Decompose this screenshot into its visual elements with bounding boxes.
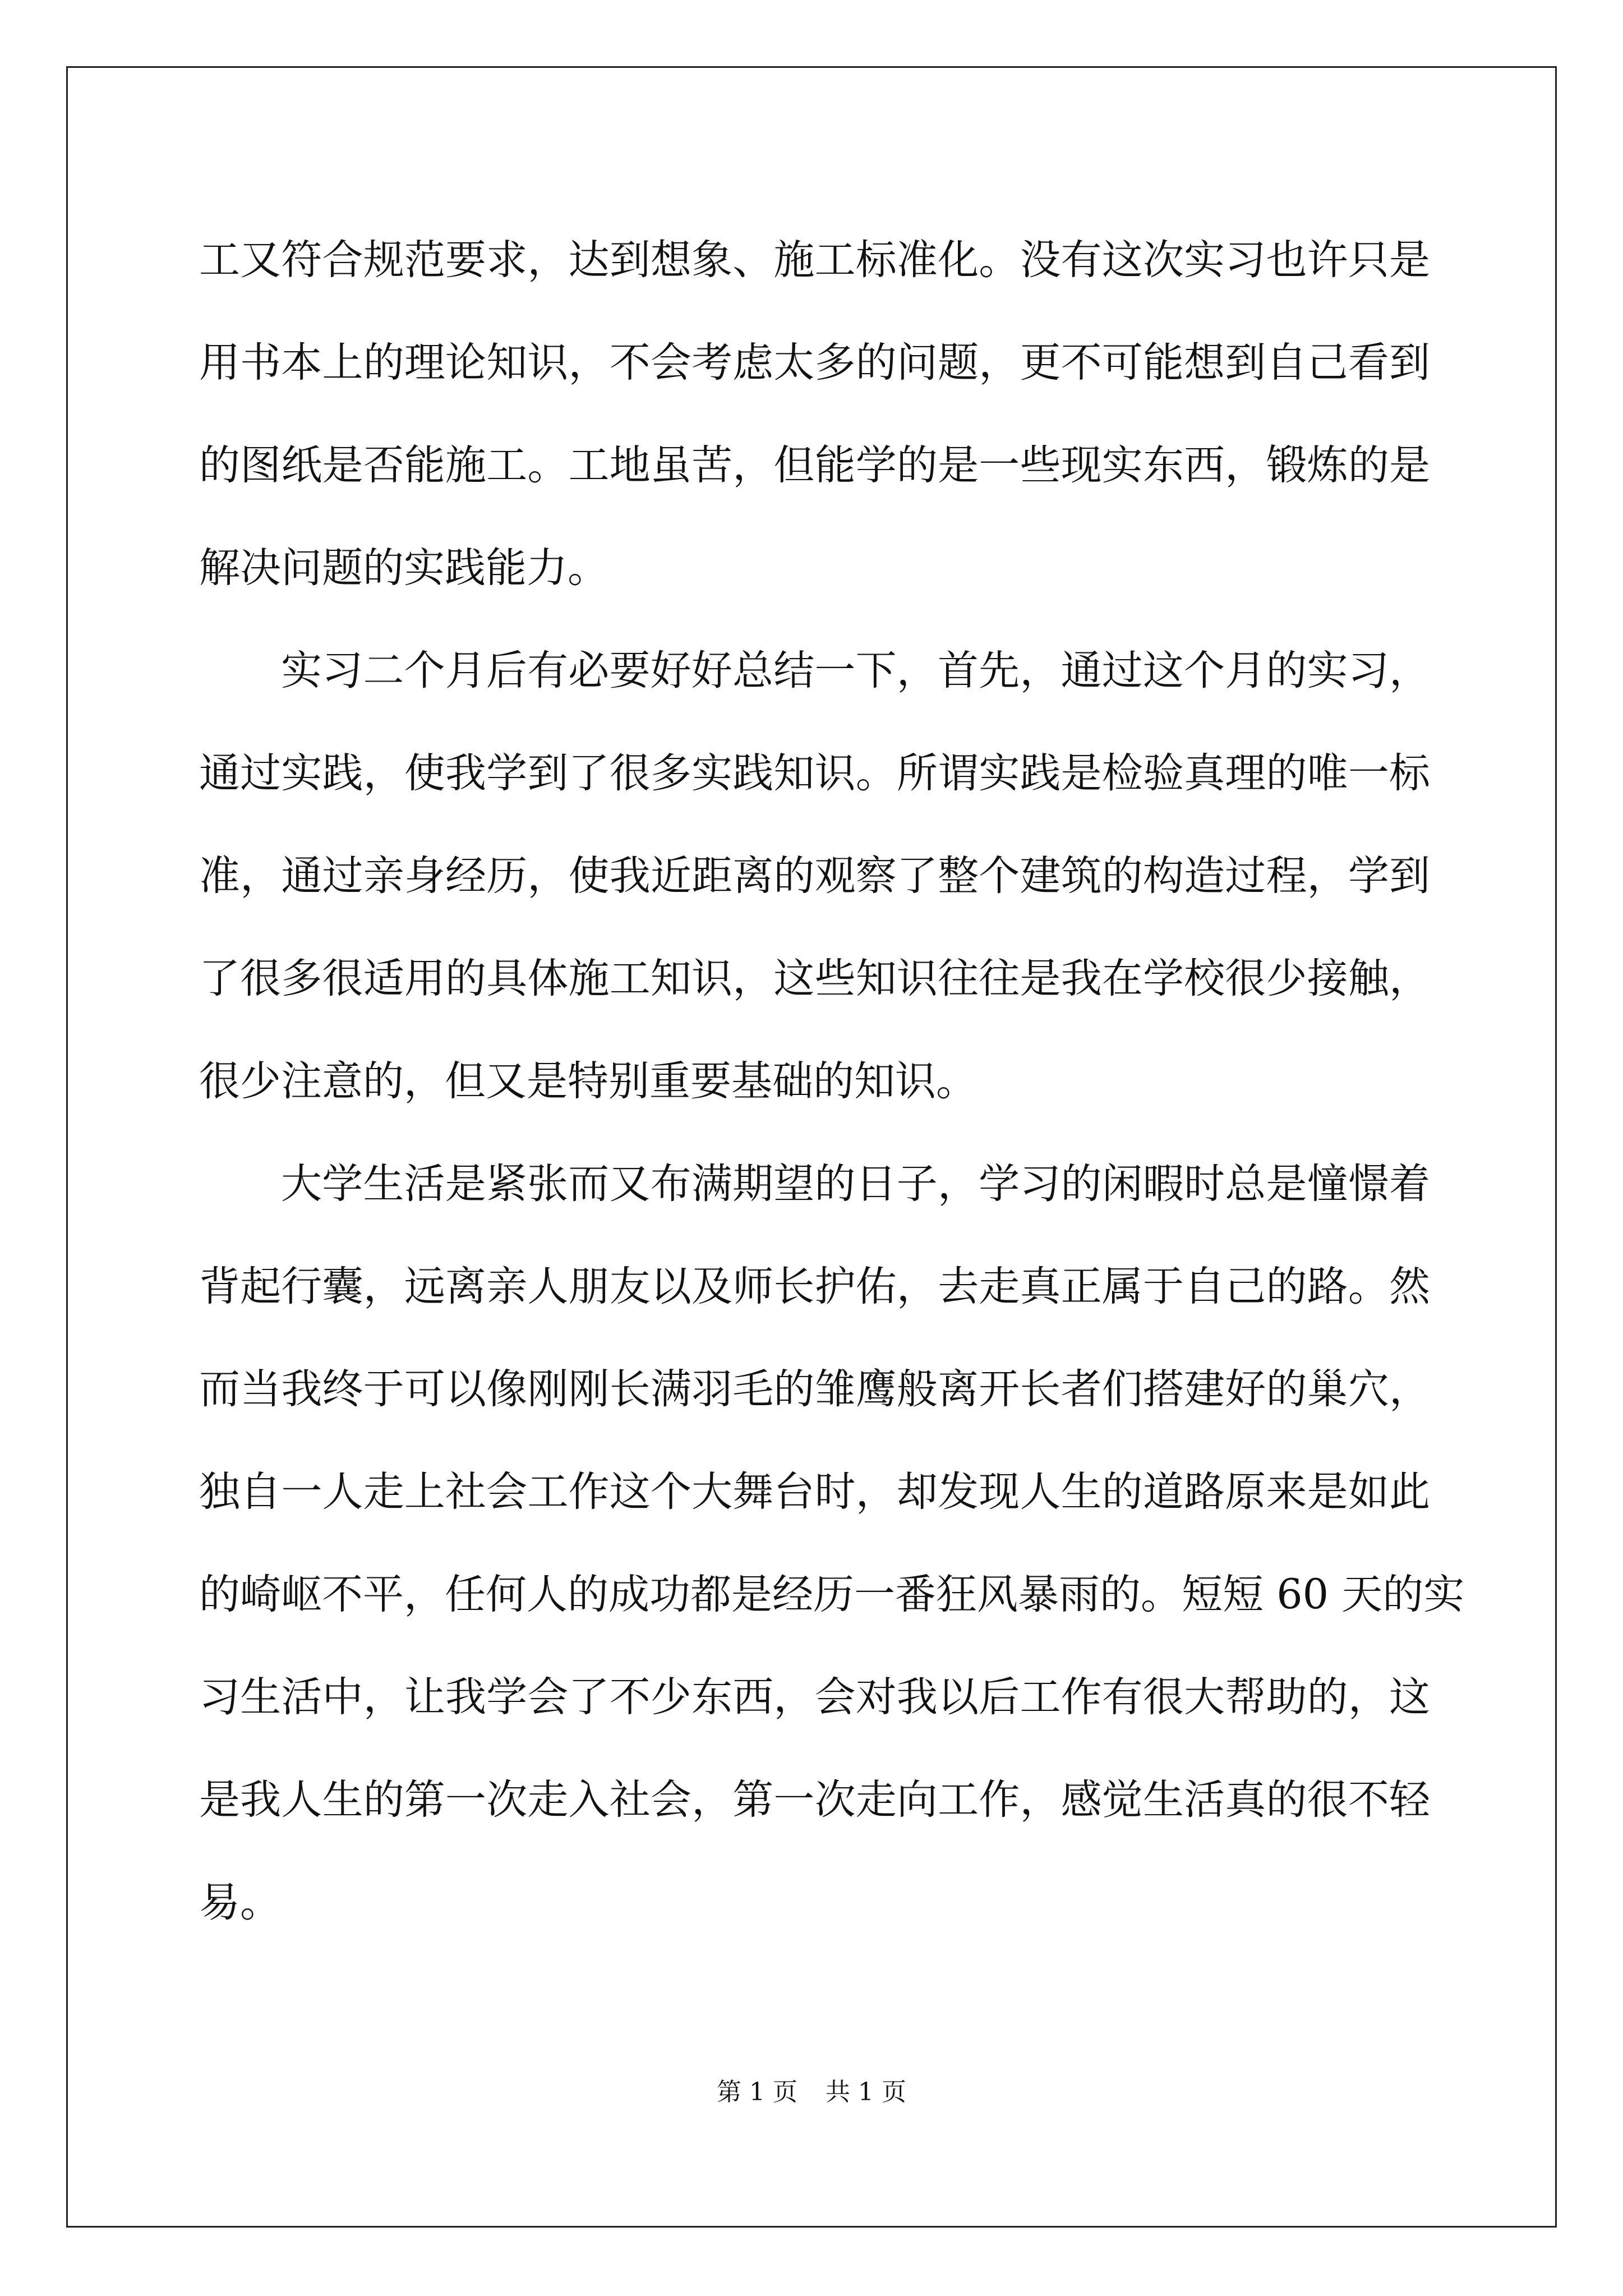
text-line: 的图纸是否能施工。工地虽苦，但能学的是一些现实东西，锻炼的是 [199,441,1430,489]
text-line: 用书本上的理论知识，不会考虑太多的问题，更不可能想到自己看到 [199,339,1430,386]
text-line: 是我人生的第一次走入社会，第一次走向工作，感觉生活真的很不轻 [199,1776,1430,1824]
text-line: 习生活中，让我学会了不少东西，会对我以后工作有很大帮助的，这 [199,1673,1430,1721]
text-line: 工又符合规范要求，达到想象、施工标准化。没有这次实习也许只是 [199,236,1430,284]
document-body [199,209,1465,1954]
text-line: 易。 [199,1879,281,1926]
text-line: 大学生活是紧张而又布满期望的日子，学习的闲暇时总是憧憬着 [281,1160,1430,1208]
text-line: 的崎岖不平，任何人的成功都是经历一番狂风暴雨的。短短 60 天的实 [199,1571,1465,1618]
text-line: 了很多很适用的具体施工知识，这些知识往往是我在学校很少接触， [199,955,1430,1002]
text-line: 准，通过亲身经历，使我近距离的观察了整个建筑的构造过程，学到 [199,852,1430,900]
text-line: 独自一人走上社会工作这个大舞台时，却发现人生的道路原来是如此 [199,1468,1430,1516]
page-number: 第 1 页 [717,2078,797,2106]
text-line: 实习二个月后有必要好好总结一下，首先，通过这个月的实习， [281,647,1430,694]
page-footer [0,2076,1623,2109]
text-line: 背起行囊，远离亲人朋友以及师长护佑，去走真正属于自己的路。然 [199,1263,1430,1310]
page-total: 共 1 页 [826,2078,906,2106]
text-line: 通过实践，使我学到了很多实践知识。所谓实践是检验真理的唯一标 [199,749,1430,797]
text-line: 而当我终于可以像刚刚长满羽毛的雏鹰般离开长者们搭建好的巢穴， [199,1365,1430,1413]
text-line: 很少注意的，但又是特别重要基础的知识。 [199,1057,977,1105]
text-line: 解决问题的实践能力。 [199,544,608,592]
